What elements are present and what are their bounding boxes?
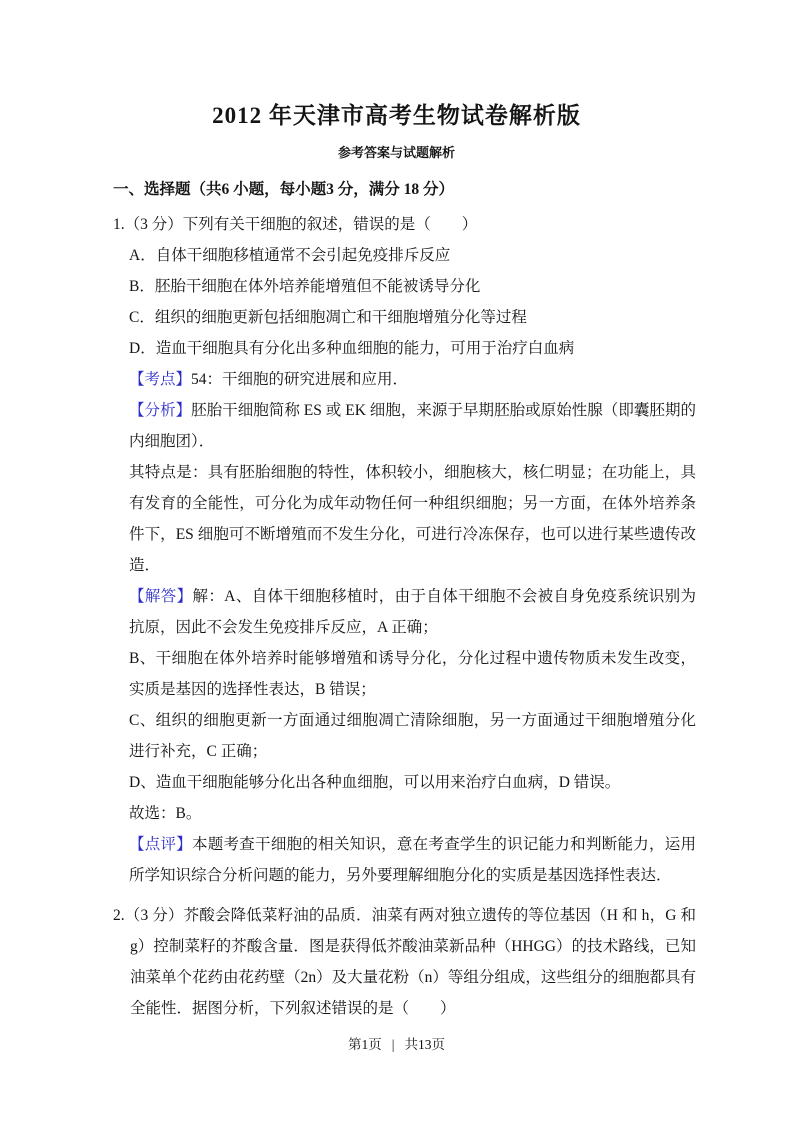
question-1-stem	[113, 209, 696, 240]
question-1-dianping	[129, 829, 696, 891]
question-1-number: 1.	[113, 216, 125, 233]
question-1-jieda-a: 解：A、自体干细胞移植时，由于自体干细胞不会被自身免疫系统识别为抗原，因此不会发生免疫排斥反应，A 正确；	[129, 588, 696, 636]
footer-separator: |	[391, 1037, 395, 1052]
question-2-number: 2.	[113, 907, 125, 924]
page-footer	[0, 1033, 793, 1053]
question-1-jieda	[129, 581, 696, 643]
question-1-option-c: C．组织的细胞更新包括细胞凋亡和干细胞增殖分化等过程	[129, 309, 527, 326]
question-1-dianping-text: 本题考查干细胞的相关知识，意在考查学生的识记能力和判断能力，运用所学知识综合分析问题的能力，另外要理解细胞分化的实质是基因选择性表达．	[129, 836, 696, 884]
question-1	[113, 209, 696, 891]
page-title: 2012 年天津市高考生物试卷解析版	[212, 103, 581, 128]
page-content	[113, 177, 696, 1024]
section-heading: 一、选择题（共6 小题，每小题3 分，满分 18 分）	[113, 181, 455, 198]
question-1-jieda-c: C、组织的细胞更新一方面通过细胞凋亡清除细胞，另一方面通过干细胞增殖分化进行补充，C 正确；	[129, 712, 696, 760]
question-1-kaodian-text: 54：干细胞的研究进展和应用．	[191, 371, 409, 388]
kaodian-tag: 【考点】	[129, 371, 192, 388]
dianping-tag: 【点评】	[129, 836, 193, 853]
question-1-fenxi	[129, 395, 696, 457]
question-2-stem-text: （3 分）芥酸会降低菜籽油的品质．油菜有两对独立遗传的等位基因（H 和 h，G 和 g）控制菜籽的芥酸含量．图是获得低芥酸油菜新品种（HHGG）的技术路线，已知油菜单个花药由花药壁（2n）及大量花粉（n）等组分组成，这些组分的细胞都具有全能性．据图分析，下列叙述错误的是（ ）	[124, 907, 696, 1017]
question-1-option-d: D．造血干细胞具有分化出多种血细胞的能力，可用于治疗白血病	[129, 340, 575, 357]
footer-total-pages: 共13页	[404, 1037, 445, 1052]
footer-page-number: 第1页	[348, 1037, 382, 1052]
fenxi-tag: 【分析】	[129, 402, 192, 419]
question-1-stem-text: （3 分）下列有关干细胞的叙述，错误的是（ ）	[124, 216, 478, 233]
question-1-kaodian	[129, 364, 696, 395]
question-1-jieda-b: B、干细胞在体外培养时能够增殖和诱导分化，分化过程中遗传物质未发生改变，实质是基因的选择性表达，B 错误；	[129, 650, 696, 698]
question-1-fenxi-text: 胚胎干细胞简称 ES 或 EK 细胞，来源于早期胚胎或原始性腺（即囊胚期的内细胞团）．	[129, 402, 696, 450]
question-1-option-b: B．胚胎干细胞在体外培养能增殖但不能被诱导分化	[129, 278, 481, 295]
question-1-fenxi-continued: 其特点是：具有胚胎细胞的特性，体积较小，细胞核大，核仁明显；在功能上，具有发育的全能性，可分化为成年动物任何一种组织细胞；另一方面，在体外培养条件下，ES 细胞可不断增殖而不发生分化，可进行冷冻保存，也可以进行某些遗传改造．	[129, 464, 696, 574]
question-1-option-a: A．自体干细胞移植通常不会引起免疫排斥反应	[129, 247, 451, 264]
question-2-stem	[113, 900, 696, 1024]
question-1-jieda-d: D、造血干细胞能够分化出各种血细胞，可以用来治疗白血病，D 错误。	[129, 774, 621, 791]
jieda-tag: 【解答】	[129, 588, 193, 605]
question-2	[113, 900, 696, 1024]
question-1-answer: 故选：B。	[129, 805, 202, 822]
page-subtitle: 参考答案与试题解析	[337, 145, 455, 160]
